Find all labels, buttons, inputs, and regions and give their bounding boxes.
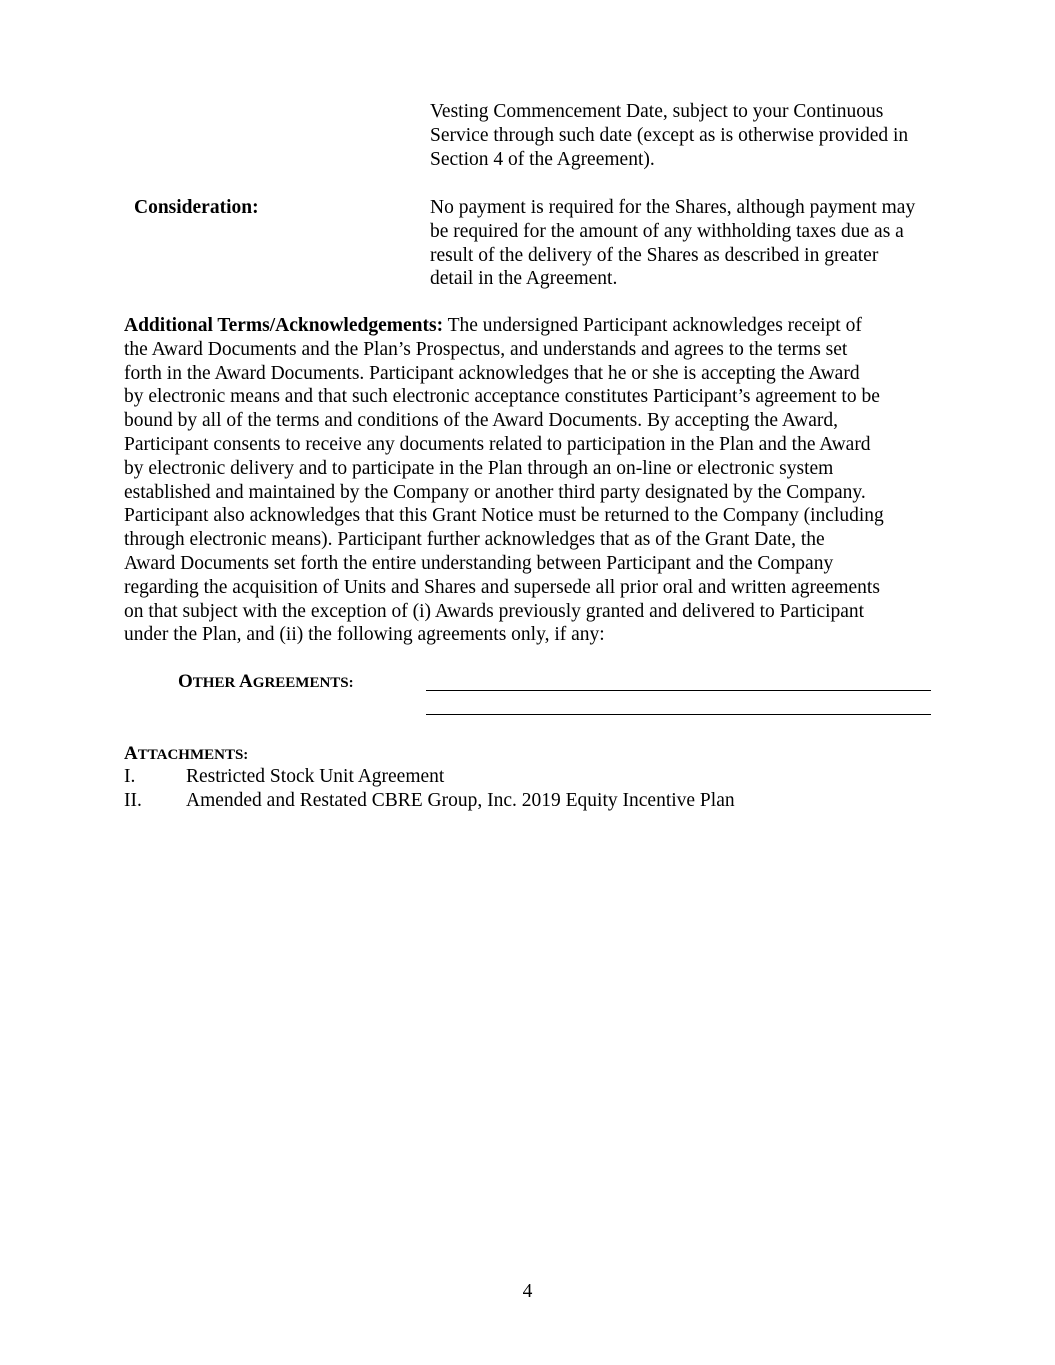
vesting-line: Section 4 of the Agreement). xyxy=(430,148,655,170)
additional-terms-paragraph xyxy=(124,314,964,647)
consideration-line: result of the delivery of the Shares as described in greater xyxy=(430,244,879,266)
other-agreements-blank-line-2[interactable] xyxy=(426,714,931,715)
additional-terms-first-line-text: The undersigned Participant acknowledges receipt of xyxy=(443,315,862,336)
additional-terms-line: forth in the Award Documents. Participant acknowledges that he or she is accepting the Award xyxy=(124,362,860,384)
additional-terms-line: Participant consents to receive any documents related to participation in the Plan and the Award xyxy=(124,433,871,455)
attachment-number: II. xyxy=(124,790,142,811)
vesting-line: Vesting Commencement Date, subject to your Continuous xyxy=(430,101,884,122)
consideration-line: detail in the Agreement. xyxy=(430,268,618,290)
additional-terms-first-line xyxy=(124,314,964,338)
consideration-label: Consideration: xyxy=(134,197,259,218)
attachment-item xyxy=(124,789,984,813)
page-number: 4 xyxy=(522,1281,533,1302)
other-agreements-label: OTHER AGREEMENTS: xyxy=(178,671,354,692)
additional-terms-line: regarding the acquisition of Units and Shares and supersede all prior oral and written agreements xyxy=(124,576,880,598)
additional-terms-line: by electronic delivery and to participate in the Plan through an on-line or electronic system xyxy=(124,457,834,479)
additional-terms-line: Award Documents set forth the entire understanding between Participant and the Company xyxy=(124,552,834,574)
attachment-item xyxy=(124,765,984,789)
additional-terms-heading: Additional Terms/Acknowledgements: xyxy=(124,315,444,336)
vesting-schedule-continuation xyxy=(430,100,990,171)
attachment-title: Amended and Restated CBRE Group, Inc. 2019 Equity Incentive Plan xyxy=(186,790,735,811)
consideration-line: No payment is required for the Shares, although payment may xyxy=(430,197,916,218)
additional-terms-line: by electronic means and that such electronic acceptance constitutes Participant’s agreement to be xyxy=(124,386,880,408)
additional-terms-line: on that subject with the exception of (i) Awards previously granted and delivered to Participant xyxy=(124,600,865,622)
vesting-line: Service through such date (except as is otherwise provided in xyxy=(430,124,909,146)
additional-terms-line: through electronic means). Participant further acknowledges that as of the Grant Date, the xyxy=(124,529,825,551)
attachments-heading: ATTACHMENTS: xyxy=(124,743,249,764)
additional-terms-line: the Award Documents and the Plan’s Prospectus, and understands and agrees to the terms set xyxy=(124,338,848,360)
attachment-title: Restricted Stock Unit Agreement xyxy=(186,766,445,787)
additional-terms-line: established and maintained by the Company or another third party designated by the Company. xyxy=(124,481,866,503)
additional-terms-line: Participant also acknowledges that this Grant Notice must be returned to the Company (including xyxy=(124,505,884,527)
other-agreements-blank-line-1[interactable] xyxy=(426,690,931,691)
additional-terms-line: under the Plan, and (ii) the following agreements only, if any: xyxy=(124,624,605,646)
consideration-line: be required for the amount of any withholding taxes due as a xyxy=(430,220,904,242)
additional-terms-line: bound by all of the terms and conditions of the Award Documents. By accepting the Award, xyxy=(124,410,838,432)
consideration-text xyxy=(430,196,990,291)
attachment-number: I. xyxy=(124,766,136,787)
